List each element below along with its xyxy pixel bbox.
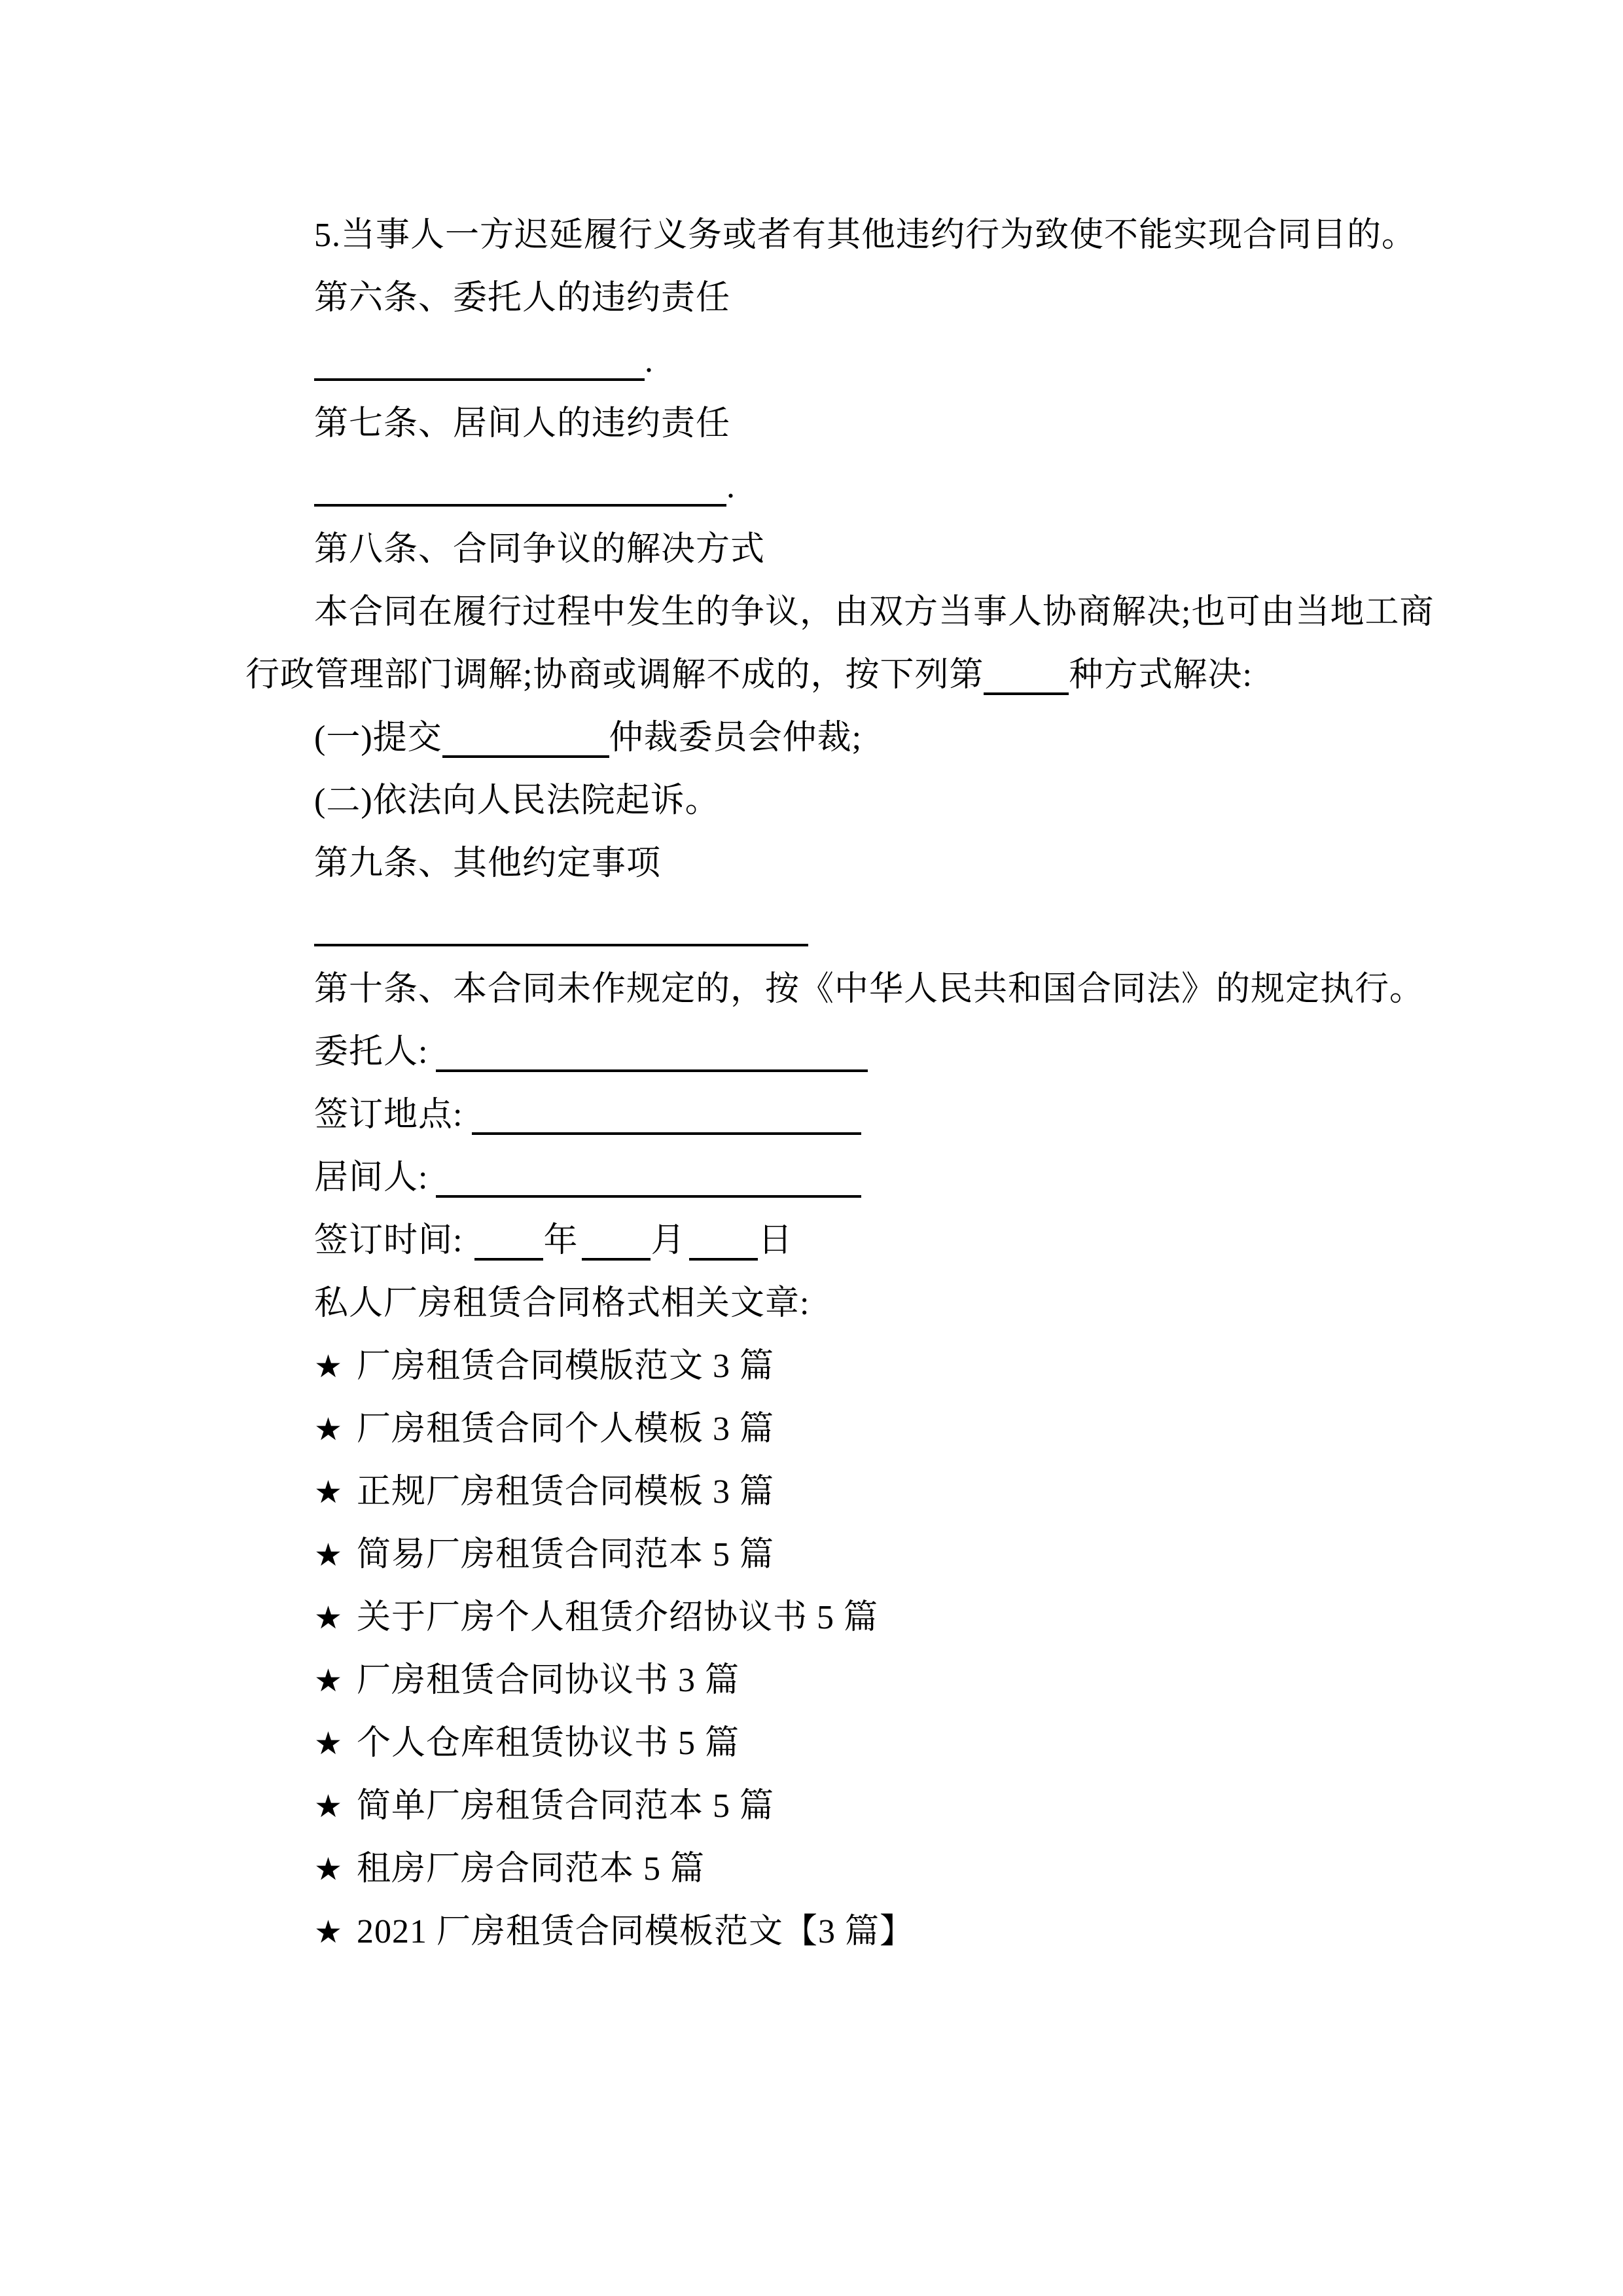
text-run: . — [726, 468, 736, 505]
text-run: 简单厂房租赁合同范本 5 篇 — [357, 1787, 775, 1825]
document-line — [245, 518, 1397, 581]
document-line — [245, 1712, 1397, 1775]
document-line — [245, 707, 1397, 770]
fill-in-blank — [582, 1258, 651, 1261]
text-run: 本合同在履行过程中发生的争议，由双方当事人协商解决;也可由当地工商 — [314, 594, 1435, 631]
document-line — [245, 644, 1397, 707]
text-run: 第九条、其他约定事项 — [314, 845, 662, 882]
text-run: (一)提交 — [314, 719, 442, 757]
document-body — [245, 204, 1435, 1964]
star-bullet-icon: ★ — [314, 1538, 343, 1573]
document-line — [245, 1021, 1397, 1084]
star-bullet-icon: ★ — [314, 1412, 343, 1447]
text-run: 第七条、居间人的违约责任 — [314, 405, 731, 442]
document-line — [245, 393, 1397, 456]
document-line — [245, 1210, 1397, 1272]
text-run: 关于厂房个人租赁介绍协议书 5 篇 — [357, 1599, 879, 1636]
document-line — [245, 1587, 1397, 1649]
document-line — [245, 1775, 1397, 1838]
document-line — [245, 330, 1397, 393]
document-line — [245, 1461, 1397, 1524]
fill-in-blank — [689, 1258, 758, 1261]
star-bullet-icon: ★ — [314, 1727, 343, 1761]
text-run: 月 — [651, 1222, 686, 1259]
text-run: 厂房租赁合同协议书 3 篇 — [357, 1662, 740, 1699]
text-run: 种方式解决: — [1069, 656, 1253, 694]
document-line — [245, 204, 1417, 267]
fill-in-blank — [984, 692, 1069, 695]
text-run: . — [645, 342, 654, 380]
text-run: 签订时间: — [314, 1222, 463, 1259]
text-run: 仲裁委员会仲裁; — [609, 719, 863, 757]
document-line — [245, 1838, 1397, 1901]
document-line — [245, 1524, 1397, 1587]
text-run: 年 — [543, 1222, 579, 1259]
text-run: 私人厂房租赁合同格式相关文章: — [314, 1285, 810, 1322]
star-bullet-icon: ★ — [314, 1789, 343, 1824]
text-run: 简易厂房租赁合同范本 5 篇 — [357, 1536, 775, 1573]
text-run: 正规厂房租赁合同模板 3 篇 — [357, 1473, 775, 1511]
star-bullet-icon: ★ — [314, 1601, 343, 1636]
text-run: 第六条、委托人的违约责任 — [314, 279, 731, 317]
text-run: 第八条、合同争议的解决方式 — [314, 531, 766, 568]
document-line — [245, 833, 1397, 895]
document-line — [245, 770, 1397, 833]
text-run: 日 — [758, 1222, 793, 1259]
text-run: 签订地点: — [314, 1096, 463, 1134]
document-line — [245, 895, 1397, 958]
fill-in-blank — [436, 1069, 868, 1072]
star-bullet-icon: ★ — [314, 1475, 343, 1510]
text-run: 厂房租赁合同个人模板 3 篇 — [357, 1410, 775, 1448]
star-bullet-icon: ★ — [314, 1664, 343, 1698]
document-line — [245, 1084, 1397, 1147]
text-run: 5.当事人一方迟延履行义务或者有其他违约行为致使不能实现合同目的。 — [314, 217, 1417, 254]
fill-in-blank — [314, 504, 726, 507]
document-line — [245, 456, 1397, 518]
document-line — [245, 1272, 1397, 1335]
document-line — [245, 1901, 1397, 1964]
text-run: 委托人: — [314, 1033, 429, 1071]
fill-in-blank — [472, 1132, 861, 1135]
text-run: 租房厂房合同范本 5 篇 — [357, 1850, 705, 1888]
fill-in-blank — [474, 1258, 543, 1261]
document-line — [245, 1147, 1397, 1210]
fill-in-blank — [314, 944, 808, 946]
text-run: 居间人: — [314, 1159, 429, 1196]
document-line — [245, 1398, 1397, 1461]
star-bullet-icon: ★ — [314, 1350, 343, 1384]
fill-in-blank — [314, 378, 645, 381]
document-line — [245, 267, 1397, 330]
star-bullet-icon: ★ — [314, 1852, 343, 1887]
text-run: 个人仓库租赁协议书 5 篇 — [357, 1725, 740, 1762]
fill-in-blank — [442, 755, 609, 758]
document-line — [245, 1649, 1397, 1712]
document-line — [245, 1335, 1397, 1398]
text-run: 厂房租赁合同模版范文 3 篇 — [357, 1348, 775, 1385]
document-line — [245, 958, 1425, 1021]
fill-in-blank — [436, 1195, 861, 1198]
document-line — [245, 581, 1435, 644]
text-run: 2021 厂房租赁合同模板范文【3 篇】 — [357, 1913, 915, 1950]
text-run: 行政管理部门调解;协商或调解不成的，按下列第 — [245, 656, 984, 694]
star-bullet-icon: ★ — [314, 1915, 343, 1950]
text-run: 第十条、本合同未作规定的，按《中华人民共和国合同法》的规定执行。 — [314, 971, 1425, 1008]
text-run: (二)依法向人民法院起诉。 — [314, 782, 720, 819]
